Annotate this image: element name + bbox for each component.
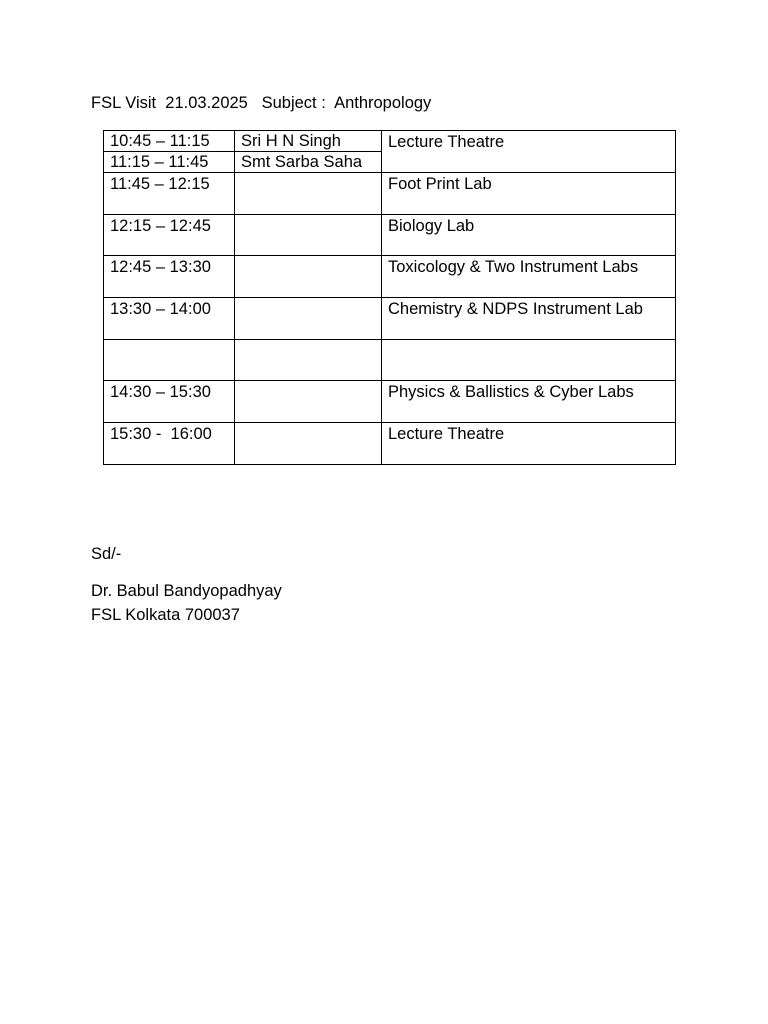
signatory-organization: FSL Kolkata 700037	[91, 606, 240, 624]
time-cell: 12:45 – 13:30	[104, 256, 235, 298]
table-row	[104, 215, 676, 256]
time-cell: 11:15 – 11:45	[104, 152, 235, 173]
table-row	[104, 131, 676, 152]
time-cell: 15:30 - 16:00	[104, 423, 235, 465]
venue-cell: Lecture Theatre	[382, 423, 676, 465]
table-row	[104, 173, 676, 215]
page-heading: FSL Visit 21.03.2025 Subject : Anthropology	[91, 94, 432, 112]
table-row	[104, 423, 676, 465]
time-cell: 11:45 – 12:15	[104, 173, 235, 215]
venue-cell: Lecture Theatre	[382, 131, 676, 173]
person-cell	[235, 298, 382, 340]
person-cell	[235, 423, 382, 465]
person-cell	[235, 381, 382, 423]
venue-cell: Foot Print Lab	[382, 173, 676, 215]
schedule-table	[103, 130, 676, 465]
person-cell: Sri H N Singh	[235, 131, 382, 152]
table-row	[104, 256, 676, 298]
person-cell	[235, 173, 382, 215]
venue-cell	[382, 340, 676, 381]
table-row	[104, 340, 676, 381]
person-cell	[235, 340, 382, 381]
time-cell: 14:30 – 15:30	[104, 381, 235, 423]
person-cell	[235, 256, 382, 298]
signature-mark: Sd/-	[91, 545, 122, 563]
time-cell: 13:30 – 14:00	[104, 298, 235, 340]
person-cell: Smt Sarba Saha	[235, 152, 382, 173]
table-row	[104, 298, 676, 340]
time-cell	[104, 340, 235, 381]
venue-cell: Chemistry & NDPS Instrument Lab	[382, 298, 676, 340]
time-cell: 10:45 – 11:15	[104, 131, 235, 152]
venue-cell: Biology Lab	[382, 215, 676, 256]
venue-cell: Physics & Ballistics & Cyber Labs	[382, 381, 676, 423]
venue-cell: Toxicology & Two Instrument Labs	[382, 256, 676, 298]
time-cell: 12:15 – 12:45	[104, 215, 235, 256]
person-cell	[235, 215, 382, 256]
table-row	[104, 381, 676, 423]
signatory-name: Dr. Babul Bandyopadhyay	[91, 582, 282, 600]
